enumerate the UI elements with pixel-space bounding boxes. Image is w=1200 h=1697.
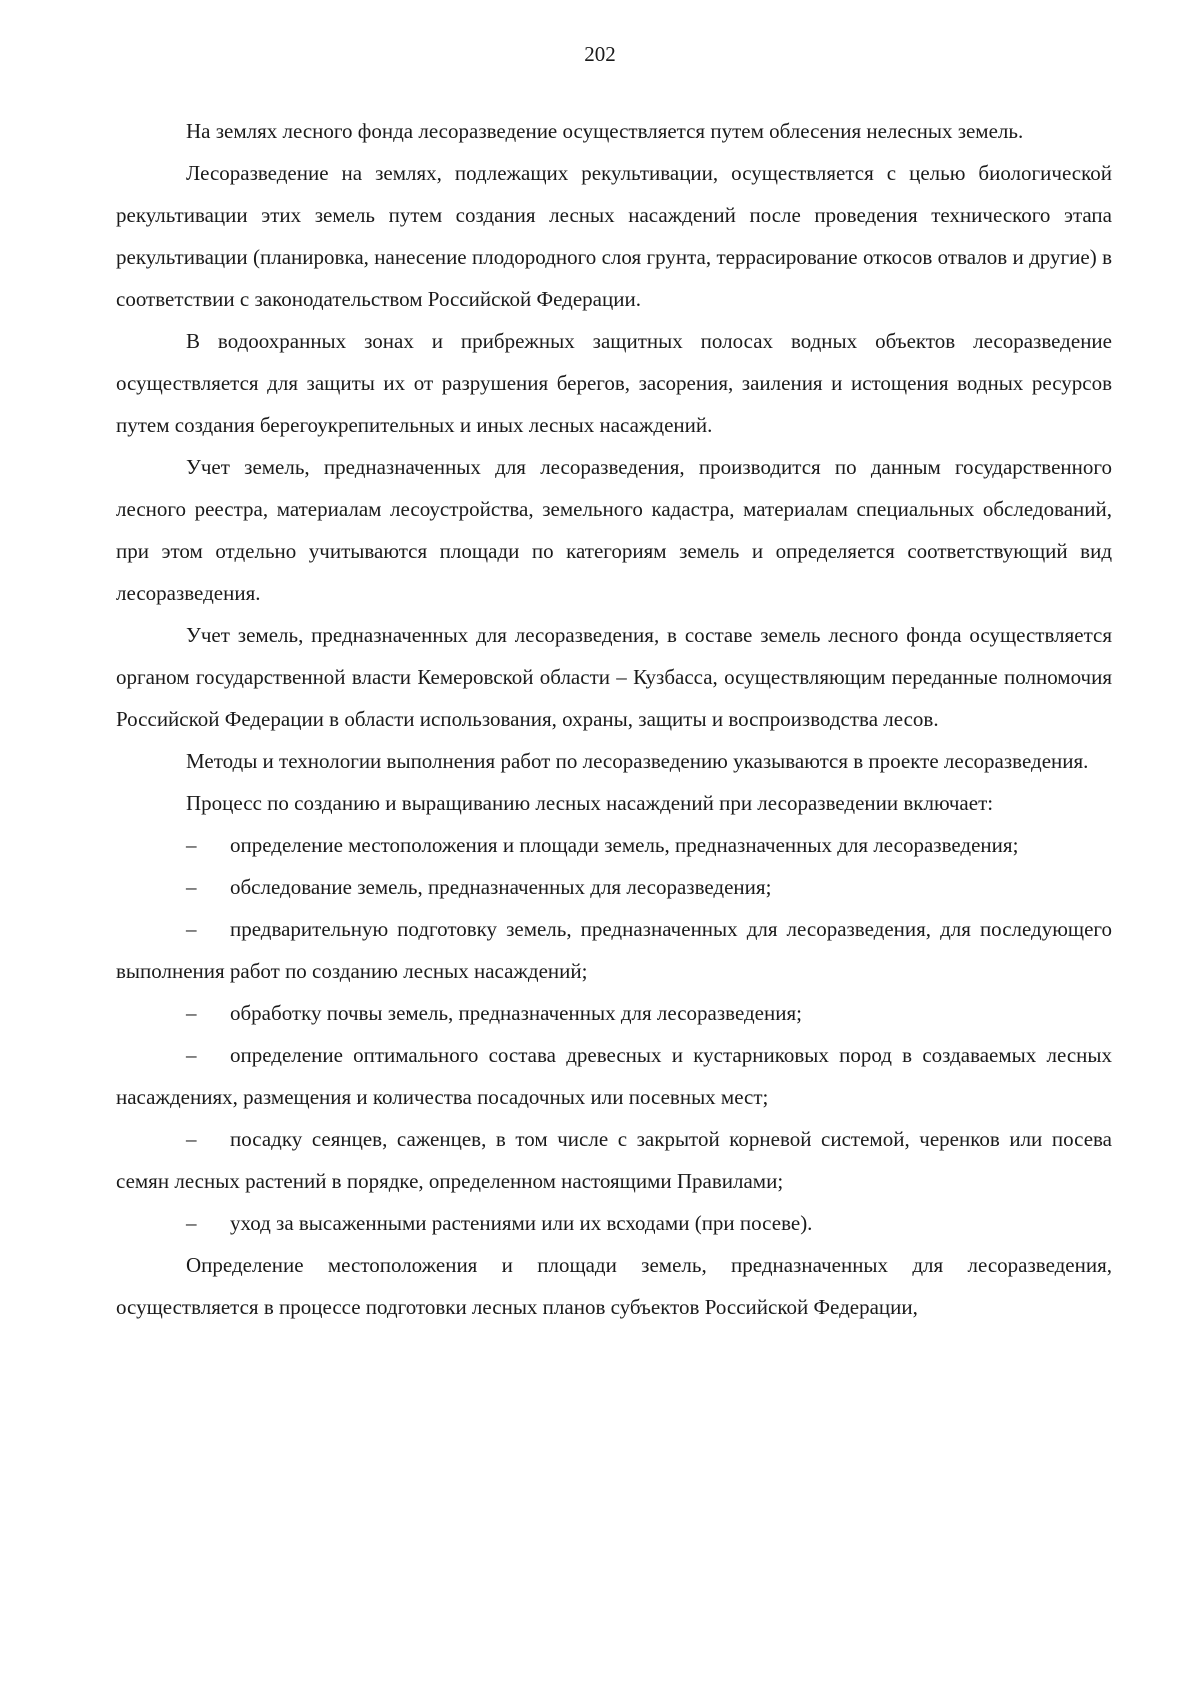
list-item — [116, 1202, 1112, 1244]
list-item-text: предварительную подготовку земель, предназначенных для лесоразведения, для последующего выполнения работ по созданию лесных насаждений; — [116, 917, 1112, 983]
list-item-text: обработку почвы земель, предназначенных для лесоразведения; — [230, 1001, 802, 1025]
list-item-text: посадку сеянцев, саженцев, в том числе с закрытой корневой системой, черенков или посева семян лесных растений в порядке, определенном настоящими Правилами; — [116, 1127, 1112, 1193]
list-item — [116, 908, 1112, 992]
paragraph: Учет земель, предназначенных для лесоразведения, в составе земель лесного фонда осуществляется органом государственной власти Кемеровской области – Кузбасса, осуществляющим переданные полномочия Российской Федерации в области использования, охраны, защиты и воспроизводства лесов. — [116, 623, 1112, 731]
list-item-text: уход за высаженными растениями или их всходами (при посеве). — [230, 1211, 813, 1235]
page-number: 202 — [584, 42, 616, 66]
list-item-text: определение местоположения и площади земель, предназначенных для лесоразведения; — [230, 833, 1019, 857]
dash-marker: – — [186, 875, 197, 899]
dash-marker: – — [186, 917, 197, 941]
dash-marker: – — [186, 1127, 197, 1151]
paragraph: Процесс по созданию и выращиванию лесных насаждений при лесоразведении включает: — [186, 791, 994, 815]
dash-marker: – — [186, 1211, 197, 1235]
paragraph: Лесоразведение на землях, подлежащих рекультивации, осуществляется с целью биологической рекультивации этих земель путем создания лесных насаждений после проведения технического этапа рекультивации (планировка, нанесение плодородного слоя грунта, террасирование откосов отвалов и другие) в соответствии с законодательством Российской Федерации. — [116, 161, 1112, 311]
document-body — [116, 110, 1112, 1328]
paragraph: Методы и технологии выполнения работ по лесоразведению указываются в проекте лесоразведения. — [186, 749, 1089, 773]
list-item-text: обследование земель, предназначенных для лесоразведения; — [230, 875, 772, 899]
list-item-text: определение оптимального состава древесных и кустарниковых пород в создаваемых лесных насаждениях, размещения и количества посадочных или посевных мест; — [116, 1043, 1112, 1109]
dash-marker: – — [186, 1043, 197, 1067]
paragraph: Определение местоположения и площади земель, предназначенных для лесоразведения, осуществляется в процессе подготовки лесных планов субъектов Российской Федерации, — [116, 1253, 1112, 1319]
paragraph: В водоохранных зонах и прибрежных защитных полосах водных объектов лесоразведение осуществляется для защиты их от разрушения берегов, засорения, заиления и истощения водных ресурсов путем создания берегоукрепительных и иных лесных насаждений. — [116, 329, 1112, 437]
list-item — [116, 866, 1112, 908]
dash-marker: – — [186, 833, 197, 857]
list-item — [116, 824, 1112, 866]
dash-marker: – — [186, 1001, 197, 1025]
list-item — [116, 992, 1112, 1034]
paragraph: Учет земель, предназначенных для лесоразведения, производится по данным государственного лесного реестра, материалам лесоустройства, земельного кадастра, материалам специальных обследований, при этом отдельно учитываются площади по категориям земель и определяется соответствующий вид лесоразведения. — [116, 455, 1112, 605]
list-item — [116, 1118, 1112, 1202]
paragraph: На землях лесного фонда лесоразведение осуществляется путем облесения нелесных земель. — [186, 119, 1024, 143]
list-item — [116, 1034, 1112, 1118]
